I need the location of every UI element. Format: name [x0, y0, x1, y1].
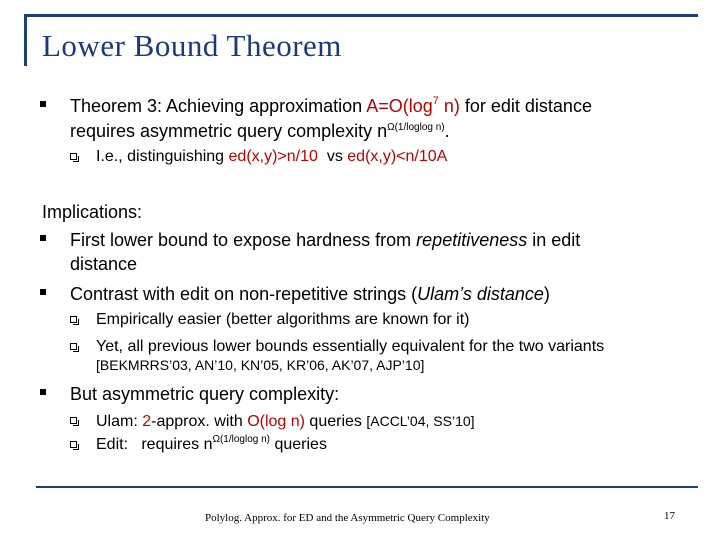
- theorem-text-end: for edit distance: [459, 96, 592, 116]
- footer-rule: [36, 486, 698, 488]
- condition-close: ed(x,y)<n/10A: [347, 148, 448, 165]
- theorem-line-2: requires asymmetric query complexity $n^{\Omega(1/loglog n)}$.: [70, 121, 450, 141]
- title-rule-left: [24, 14, 27, 66]
- theorem-line-1: [70, 94, 592, 118]
- bullet-square-icon: [40, 235, 46, 241]
- edit-line: Edit: requires $n^{\Omega(1/loglog n)}$ queries: [96, 434, 327, 453]
- bullet-square-icon: [40, 289, 46, 295]
- hollow-bullet-icon: [70, 441, 77, 448]
- theorem-text: Achieving approximation: [162, 96, 367, 116]
- title-rule-top: [24, 14, 698, 17]
- citations-1: [BEKMRRS’03, AN’10, KN’05, KR’06, AK’07, AJP’10]: [96, 357, 425, 373]
- page-number: 17: [664, 510, 675, 522]
- citations-2: [ACCL’04, SS’10]: [366, 413, 475, 429]
- ie-line: I.e., distinguishing ed(x,y)>n/10 vs ed(x,y)<n/10A: [96, 148, 448, 165]
- hollow-bullet-icon: [70, 316, 77, 323]
- approx-bound: $A=O(\log^7$ n): [366, 95, 460, 116]
- implication-1-line-1: First lower bound to expose hardness from repetitiveness in edit: [70, 230, 581, 250]
- bullet-square-icon: [40, 101, 46, 107]
- hollow-bullet-icon: [70, 343, 77, 350]
- sub-bullet-lower-bounds: Yet, all previous lower bounds essentially equivalent for the two variants: [96, 338, 605, 355]
- slide-title: Lower Bound Theorem: [42, 28, 342, 63]
- bullet-square-icon: [40, 389, 46, 395]
- implication-1-line-2: distance: [70, 254, 138, 274]
- implication-2: Contrast with edit on non-repetitive strings (Ulam’s distance): [70, 284, 550, 304]
- hollow-bullet-icon: [70, 153, 77, 160]
- theorem-label: Theorem 3:: [70, 96, 163, 116]
- ulam-line: Ulam: 2-approx. with O(log n) queries [ACCL’04, SS’10]: [96, 413, 475, 430]
- footer-text: Polylog. Approx. for ED and the Asymmetric Query Complexity: [205, 512, 490, 524]
- implications-label: Implications:: [42, 202, 143, 222]
- implication-3: But asymmetric query complexity:: [70, 384, 340, 404]
- hollow-bullet-icon: [70, 417, 77, 424]
- condition-far: ed(x,y)>n/10: [228, 148, 318, 165]
- sub-bullet-empirically: Empirically easier (better algorithms are known for it): [96, 311, 470, 328]
